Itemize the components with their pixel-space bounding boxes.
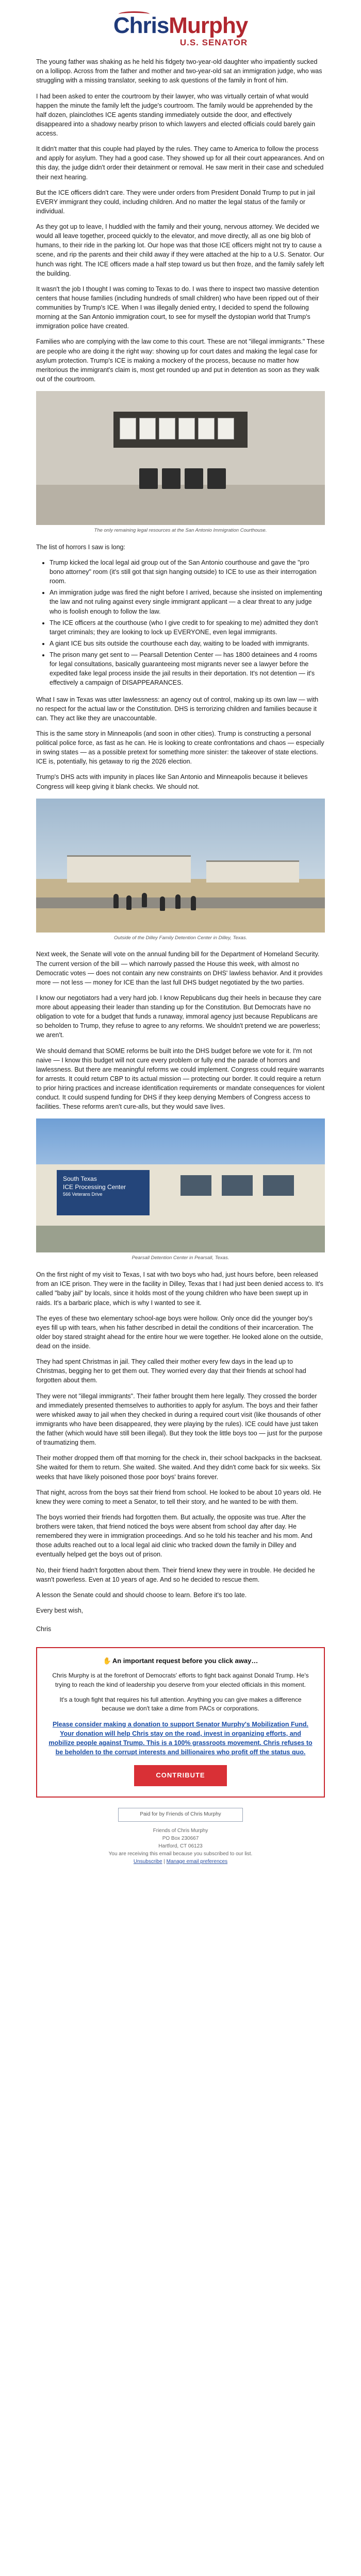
contribute-button[interactable]: CONTRIBUTE — [134, 1765, 226, 1786]
sign-line-2: ICE Processing Center — [63, 1183, 126, 1191]
paragraph: On the first night of my visit to Texas, I sat with two boys who had, just hours before, been released from an ICE prison. They were in the facility in Dilley, Texas that I had just been denied access to. It's called "baby jail" by locals, since it holds most of the young children who have been swept up in raids. It's a barbaric place, which is why I wanted to see it. — [36, 1271, 323, 1307]
paragraph: We should demand that SOME reforms be built into the DHS budget before we vote for it. I'm not naive — I know this budget will not cure every problem or fully end the parade of horrors and lawlessness. But there are meaningful reforms we could implement. Congress could require warrants for arrests. It could return CBP to its actual mission — protecting our border. It could require a return to prior hiring practices and increase identification requirements or mandate consequences for violent conduct. It could suspend funding for DHS if they keep denying Members of Congress access to facilities. These reforms aren't cure-alls, but they would save lives. — [36, 1047, 325, 1111]
footer-address: PO Box 230667 — [162, 1835, 199, 1841]
paragraph: The young father was shaking as he held his fidgety two-year-old daughter who impatiently sucked on a lollipop. Across from the father and mother and two-year-old sat an immigration judge, who was struggling with a missing translator, seeking to ask questions of the family in front of him. — [36, 58, 322, 84]
hand-icon: ✋ — [103, 1657, 111, 1665]
footer: Friends of Chris Murphy PO Box 230667 Hartford, CT 06123 You are receiving this email because you subscribed to our list. Unsubscribe | Manage email preferences — [36, 1827, 325, 1866]
paragraph: I had been asked to enter the courtroom by their lawyer, who was virtually certain of what would happen the minute the family left the judge's courtroom. The family would be apprehended by the half dozen, plainclothes ICE agents standing immediately outside the door, and effectively disappeared into a shadowy nearby prison to which lawyers and elected officials could barely gain access. — [36, 92, 316, 137]
paragraph: They had spent Christmas in jail. They called their mother every few days in the lead up to Christmas, begging her to get them out. They worried every day that their friends at school had forgotten about them. — [36, 1358, 306, 1384]
paragraph: No, their friend hadn't forgotten about them. Their friend knew they were in trouble. He decided he wasn't powerless. Even at 10 years of age. And so he decided to rescue them. — [36, 1566, 315, 1583]
signoff-name: Chris — [36, 1625, 52, 1633]
paragraph: As they got up to leave, I huddled with the family and their young, nervous attorney. We decided we would all leave together, proceed quickly to the elevator, and move directly, all as one big blob of humans, to their ride in the parking lot. Our hope was that those ICE officers might not try to cause a scene, and rip the parents and their child away if they were attached at the hip to a U.S. Senator. Our hunch was right. The ICE officers made a half step toward us but then froze, and the family safely left the building. — [36, 223, 324, 277]
logo-first-name: Chris — [113, 13, 169, 38]
paragraph: Next week, the Senate will vote on the annual funding bill for the Department of Homeland Security. The current version of the bill — which narrowly passed the House this week, with almost no Democratic votes — does not contain any new constraints on DHS' lawless behavior. And it provides more — not less — money for ICE than the last full DHS budget negotiated by the two parties. — [36, 951, 323, 986]
footer-org: Friends of Chris Murphy — [153, 1827, 208, 1834]
sign-line-1: South Texas — [63, 1175, 97, 1183]
section-lawlessness — [36, 695, 325, 791]
paragraph: Their mother dropped them off that morning for the check in, their school backpacks in the backseat. She waited for them to return. She waited. She waited. And they didn't come back for six weeks. Six weeks that have likely poisoned those poor boys' brains forever. — [36, 1454, 322, 1481]
request-heading — [47, 1656, 314, 1666]
request-heading-text: An important request before you click away… — [112, 1657, 258, 1665]
photo-caption: Outside of the Dilley Family Detention Center in Dilley, Texas. — [113, 935, 248, 941]
list-item: • An immigration judge was fired the night before I arrived, because she insisted on implementing the law and not ruling against every single immigrant applicant — a clear threat to any judge who is foolish enough to follow the law. — [50, 588, 325, 616]
section-intro — [36, 57, 325, 384]
list-item: • A giant ICE bus sits outside the courthouse each day, waiting to be loaded with immigrants. — [50, 639, 325, 648]
paid-for-disclaimer: Paid for by Friends of Chris Murphy — [118, 1808, 243, 1822]
section-budget — [36, 950, 325, 1111]
list-item: • The prison many get sent to — Pearsall Detention Center — has 1800 detainees and 4 rooms for legal consultations, basically guaranteeing most migrants never see a lawyer before the expedited fake legal process inside the jail results in their deportation. It's not detention — it's effectively a campaign of DISAPPEARANCES. — [50, 650, 325, 688]
photo-caption: Pearsall Detention Center in Pearsall, Texas. — [132, 1255, 229, 1261]
donation-pitch-link[interactable]: Please consider making a donation to support Senator Murphy's Mobilization Fund. Your donation will help Chris stay on the road, invest in organizing efforts, and mobilize people against Trump. This is a 100% grassroots movement. Chris refuses to be beholden to the corrupt interests and billionaires who profit off the status quo. — [48, 1720, 313, 1756]
paragraph: It didn't matter that this couple had played by the rules. They came to America to follow the process and apply for asylum. They had a good case. They showed up for all their court appearances. And on this day, the judge didn't order their detainment or removal. He saw merit in their case and scheduled their next hearing. — [36, 145, 324, 181]
paragraph: The eyes of these two elementary school-age boys were hollow. Only once did the younger boy's eyes fill up with tears, when his father described in detail the conditions of their incarceration. The older boy stared straight ahead for the entire hour we were together. He looked alone on the outside, dead on the inside. — [36, 1314, 323, 1350]
paragraph: Trump's DHS acts with impunity in places like San Antonio and Minneapolis because it believes Congress will keep giving it blank checks. We should not. — [36, 773, 308, 790]
facility-sign — [57, 1170, 150, 1215]
header-logo — [36, 7, 325, 57]
logo-subtitle: U.S. SENATOR — [179, 38, 248, 47]
photo-caption: The only remaining legal resources at the San Antonio Immigration Courthouse. — [94, 528, 267, 533]
email-body — [36, 0, 325, 1881]
request-paragraph: Chris Murphy is at the forefront of Democrats' efforts to fight back against Donald Trump. He's trying to reach the kind of leadership you deserve from your elected officials in this moment. — [52, 1672, 309, 1688]
sign-line-3: 566 Veterans Drive — [63, 1191, 103, 1197]
paragraph: They were not "illegal immigrants". Their father brought them here legally. They crossed the border and immediately presented themselves to authorities to apply for asylum. The boys and their father were whisked away to jail when they checked in during a required court visit (like thousands of other immigrants who have been disappeared, they were playing by the rules). ICE could have just taken the father (which would have still been illegal). But they took the little boys too — just for the purpose of traumatizing them. — [36, 1392, 323, 1447]
paragraph: What I saw in Texas was utter lawlessness: an agency out of control, making up its own law — with no respect for the actual law or the Constitution. DHS is terrorizing children and families because it can. They act like they are unaccountable. — [36, 696, 319, 722]
logo-swoosh — [119, 11, 150, 17]
logo-last-name: Murphy — [169, 13, 248, 38]
list-item: • Trump kicked the local legal aid group out of the San Antonio courthouse and gave the "pro bono attorney" room (it's still got that sign hanging outside) to ICE to use as their interrogation room. — [50, 558, 325, 586]
unsubscribe-link[interactable]: Unsubscribe — [133, 1858, 162, 1865]
dilley-photo — [36, 799, 325, 933]
section-boys-story — [36, 1270, 325, 1600]
footer-city: Hartford, CT 06123 — [158, 1843, 203, 1849]
signoff — [36, 1606, 325, 1634]
donation-request-box — [36, 1647, 325, 1798]
paragraph: The boys worried their friends had forgotten them. But actually, the opposite was true. After the brothers were taken, that friend noticed the boys were absent from school day after day. He remembered they were in immigration proceedings. And so he told his teacher and his mom. And those adults reached out to a local legal aid clinic who tracked down the family in Dilley and eventually helped get the boys out of prison. — [36, 1513, 313, 1558]
pearsall-photo — [36, 1118, 325, 1252]
request-paragraph: It's a tough fight that requires his full attention. Anything you can give makes a difference because we don't take a dime from PACs or corporations. — [59, 1696, 302, 1713]
paragraph: This is the same story in Minneapolis (and soon in other cities). Trump is constructing a personal political police force, as fast as he can. He is looking to create confrontations and chaos — especially in swing states — as a possible pretext for something more sinister: the takeover of state elections. ICE is, potentially, his getaway to rig the 2026 election. — [36, 730, 324, 766]
signoff-line: Every best wish, — [36, 1606, 84, 1614]
horrors-list — [36, 558, 325, 688]
paragraph: That night, across from the boys sat their friend from school. He looked to be about 10 years old. He knew they were coming to meet a Senator, to tell their story, and he wanted to be with them. — [36, 1488, 322, 1505]
paragraph: I know our negotiators had a very hard job. I know Republicans dug their heels in because they care more about appeasing their leader than standing up for the Constitution. But Democrats have no obligation to vote for a budget that funds a runaway, immoral agency just because Republicans are so beholden to Trump, they refuse to agree to any reforms. We shouldn't pretend we are powerless; we aren't. — [36, 994, 322, 1039]
manage-preferences-link[interactable]: Manage email preferences — [166, 1858, 228, 1865]
horrors-intro: The list of horrors I saw is long: — [36, 543, 125, 551]
list-item: • The ICE officers at the courthouse (who I give credit to for speaking to me) admitted they don't target criminals; they are looking to lock up EVERYONE, even legal immigrants. — [50, 618, 325, 637]
paragraph: A lesson the Senate could and should choose to learn. Before it's too late. — [36, 1591, 247, 1599]
courthouse-photo — [36, 391, 325, 525]
logo-wordmark — [113, 14, 248, 47]
paragraph: Families who are complying with the law come to this court. These are not "illegal immigrants." These are people who are doing it the right way: showing up for court dates and making the legal case for asylum protection. Trump's ICE is making a mockery of the process, because no matter how meritorious the immigrant's claim is, most get rounded up and put in detention as soon as they walk out of the courtroom. — [36, 338, 325, 383]
footer-notice: You are receiving this email because you subscribed to our list. — [108, 1851, 253, 1857]
paragraph: It wasn't the job I thought I was coming to Texas to do. I was there to inspect two massive detention centers that house families (including hundreds of small children) who have been ripped out of their communities by Trump's ICE. When I was illegally denied entry, I decided to spend the following morning at the San Antonio immigration court, to see for myself the dystopian world that Trump's immigration police have created. — [36, 285, 319, 330]
paragraph: But the ICE officers didn't care. They were under orders from President Donald Trump to put in jail EVERY immigrant they could, including children. And no matter the legal status of the family or individual. — [36, 189, 316, 215]
